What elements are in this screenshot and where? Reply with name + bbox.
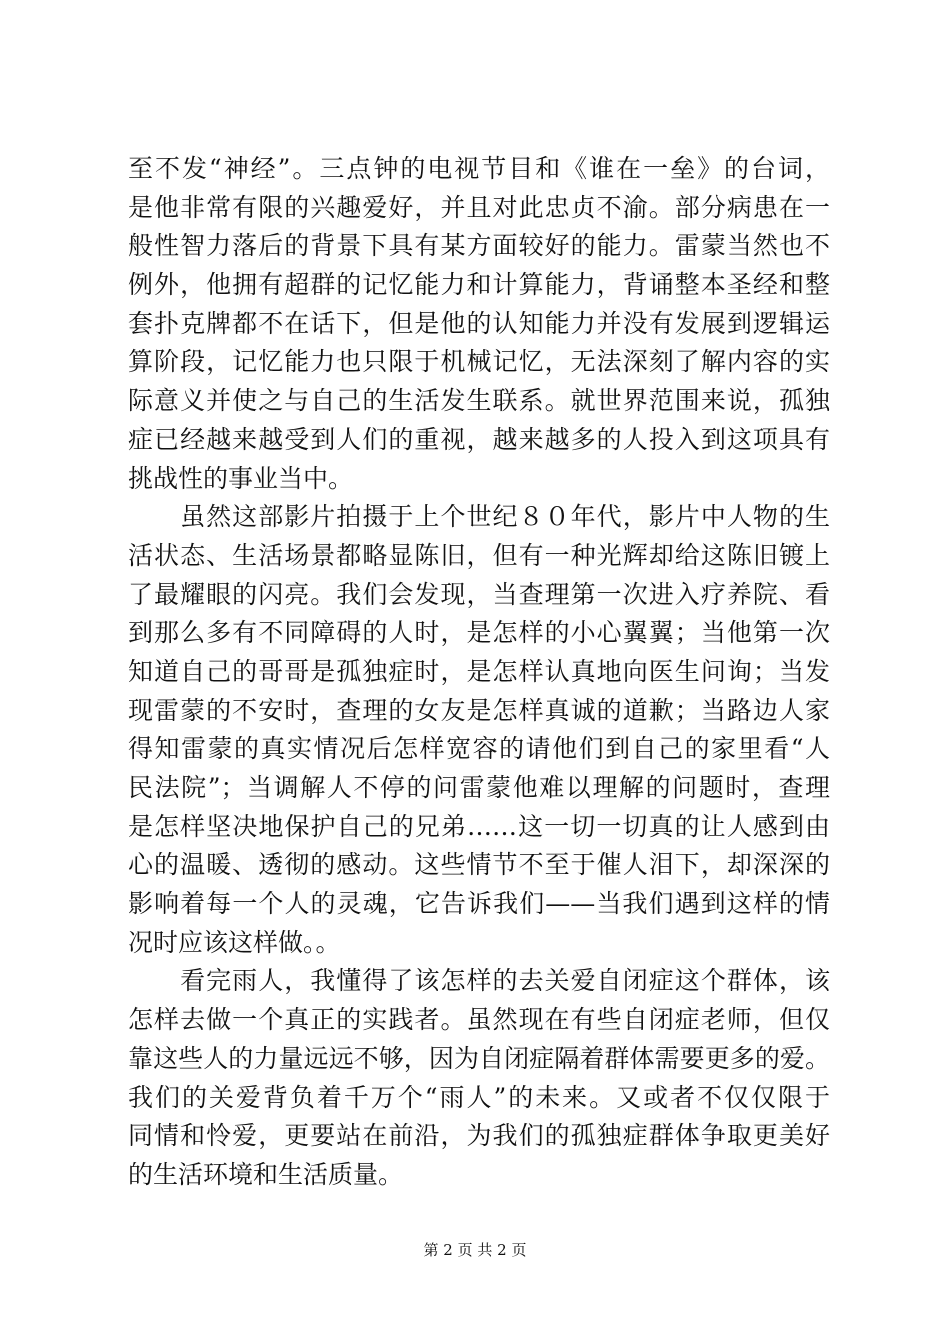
text-line: 症已经越来越受到人们的重视，越来越多的人投入到这项具有 (128, 424, 830, 454)
text-line: 况时应该这样做。。 (128, 927, 341, 957)
text-line: 的生活环境和生活质量。 (128, 1159, 404, 1189)
page-footer (0, 1240, 950, 1260)
text-line: 靠这些人的力量远远不够，因为自闭症隔着群体需要更多的爱。 (128, 1043, 830, 1073)
text-line: 怎样去做一个真正的实践者。虽然现在有些自闭症老师，但仅 (128, 1005, 830, 1035)
text-line: 际意义并使之与自己的生活发生联系。就世界范围来说，孤独 (128, 386, 830, 416)
text-line: 影响着每一个人的灵魂，它告诉我们——当我们遇到这样的情 (128, 889, 830, 919)
body-text (128, 150, 830, 1195)
text-line: 同情和怜爱，更要站在前沿，为我们的孤独症群体争取更美好 (128, 1121, 830, 1151)
text-line: 我们的关爱背负着千万个“雨人”的未来。又或者不仅仅限于 (128, 1082, 830, 1112)
text-line: 算阶段，记忆能力也只限于机械记忆，无法深刻了解内容的实 (128, 347, 830, 377)
page-number-label: 第 2 页 共 2 页 (423, 1241, 527, 1259)
text-line: 现雷蒙的不安时，查理的女友是怎样真诚的道歉；当路边人家 (128, 695, 830, 725)
text-line: 民法院”；当调解人不停的问雷蒙他难以理解的问题时，查理 (128, 773, 830, 802)
text-line: 至不发“神经”。三点钟的电视节目和《谁在一垒》的台词， (128, 154, 830, 183)
text-line: 般性智力落后的背景下具有某方面较好的能力。雷蒙当然也不 (128, 231, 830, 261)
paragraph-1 (128, 150, 830, 498)
text-line: 挑战性的事业当中。 (128, 463, 354, 493)
text-line: 得知雷蒙的真实情况后怎样宽容的请他们到自己的家里看“人 (128, 734, 830, 764)
paragraph-2 (128, 498, 830, 962)
text-line: 心的温暖、透彻的感动。这些情节不至于催人泪下，却深深的 (128, 850, 830, 880)
paragraph-3 (128, 962, 830, 1194)
text-line: 是怎样坚决地保护自己的兄弟……这一切一切真的让人感到由 (128, 811, 830, 841)
text-line: 虽然这部影片拍摄于上个世纪８０年代，影片中人物的生 (128, 502, 830, 532)
text-line: 了最耀眼的闪亮。我们会发现，当查理第一次进入疗养院、看 (128, 579, 830, 609)
text-line: 到那么多有不同障碍的人时，是怎样的小心翼翼；当他第一次 (128, 618, 830, 648)
text-line: 看完雨人，我懂得了该怎样的去关爱自闭症这个群体，该 (128, 966, 830, 996)
text-line: 套扑克牌都不在话下，但是他的认知能力并没有发展到逻辑运 (128, 308, 830, 338)
text-line: 活状态、生活场景都略显陈旧，但有一种光辉却给这陈旧镀上 (128, 540, 830, 570)
text-line: 是他非常有限的兴趣爱好，并且对此忠贞不渝。部分病患在一 (128, 192, 830, 222)
text-line: 例外，他拥有超群的记忆能力和计算能力，背诵整本圣经和整 (128, 270, 830, 300)
text-line: 知道自己的哥哥是孤独症时，是怎样认真地向医生问询；当发 (128, 656, 830, 686)
